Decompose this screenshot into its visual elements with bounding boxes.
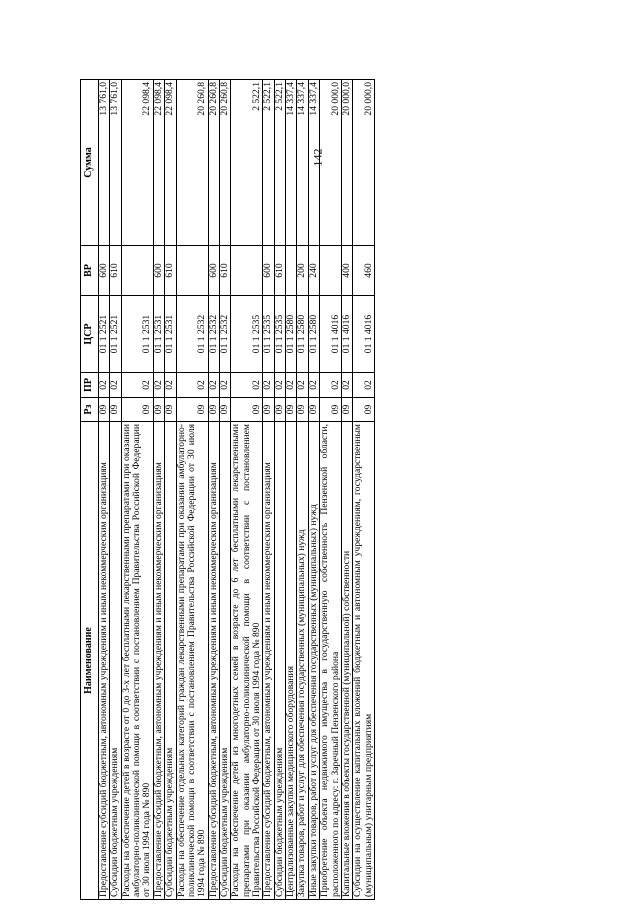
table-row <box>341 80 352 900</box>
cell-pr: 02 <box>286 373 297 398</box>
cell-csr: 01 1 2580 <box>308 296 319 373</box>
cell-pr: 02 <box>231 373 263 398</box>
cell-rz: 09 <box>219 398 230 422</box>
cell-sum: 2 522,1 <box>263 80 274 246</box>
table-row <box>297 80 308 900</box>
cell-pr: 02 <box>110 373 121 398</box>
cell-sum: 2 522,1 <box>231 80 263 246</box>
cell-name: Предоставление субсидий бюджетным, автономным учреждениям и иным некоммерческим организациям <box>208 422 219 900</box>
cell-pr: 02 <box>353 373 375 398</box>
cell-csr: 01 1 4016 <box>320 296 342 373</box>
cell-rz: 09 <box>341 398 352 422</box>
cell-name: Иные закупки товаров, работ и услуг для обеспечения государственных (муниципальных) нужд <box>308 422 319 900</box>
cell-vr: 610 <box>110 246 121 296</box>
cell-csr: 01 1 2535 <box>274 296 285 373</box>
table-rotation-wrapper <box>80 80 570 900</box>
cell-rz: 09 <box>110 398 121 422</box>
cell-vr: 600 <box>153 246 164 296</box>
table-header-row <box>81 80 99 900</box>
cell-csr: 01 1 2521 <box>110 296 121 373</box>
table-row <box>231 80 263 900</box>
cell-sum: 22 098,4 <box>153 80 164 246</box>
cell-rz: 09 <box>263 398 274 422</box>
cell-rz: 09 <box>121 398 153 422</box>
cell-vr: 600 <box>99 246 110 296</box>
cell-csr: 01 1 4016 <box>353 296 375 373</box>
cell-name: Расходы на обеспечение детей в возрасте от 0 до 3-х лет бесплатными лекарственными препаратами при оказании амбулаторно-поликлинической помощи в соответствии с постановлением Правительства Российской Федерации от 30 июля 1994 года № 890 <box>121 422 153 900</box>
cell-sum: 13 761,0 <box>99 80 110 246</box>
cell-csr: 01 1 2580 <box>286 296 297 373</box>
cell-pr: 02 <box>176 373 208 398</box>
cell-sum: 20 000,0 <box>320 80 342 246</box>
cell-name: Субсидии бюджетным учреждениям <box>165 422 176 900</box>
table-row <box>165 80 176 900</box>
cell-vr: 610 <box>219 246 230 296</box>
cell-rz: 09 <box>153 398 164 422</box>
budget-table <box>80 79 375 900</box>
cell-sum: 13 761,0 <box>110 80 121 246</box>
cell-pr: 02 <box>121 373 153 398</box>
cell-vr: 200 <box>297 246 308 296</box>
cell-vr: 600 <box>208 246 219 296</box>
cell-name: Расходы на обеспечение детей из многодетных семей в возрасте до 6 лет бесплатными лекарственными препаратами при оказании амбулаторно-поликлинической помощи в соответствии с постановлением Правительства Российской Федерации от 30 июля 1994 года № 890 <box>231 422 263 900</box>
cell-name: Субсидии на осуществление капитальных вложений бюджетным и автономным учреждениям, государственным (муниципальным) унитарным предприятиям <box>353 422 375 900</box>
cell-pr: 02 <box>274 373 285 398</box>
header-name: Наименование <box>81 422 99 900</box>
cell-rz: 09 <box>208 398 219 422</box>
cell-vr: 460 <box>353 246 375 296</box>
cell-rz: 09 <box>320 398 342 422</box>
cell-csr: 01 1 2580 <box>297 296 308 373</box>
cell-csr: 01 1 2535 <box>263 296 274 373</box>
cell-pr: 02 <box>320 373 342 398</box>
cell-name: Закупка товаров, работ и услуг для обеспечения государственных (муниципальных) нужд <box>297 422 308 900</box>
cell-pr: 02 <box>297 373 308 398</box>
table-row <box>263 80 274 900</box>
cell-pr: 02 <box>263 373 274 398</box>
table-row <box>274 80 285 900</box>
rotated-page-frame <box>80 80 570 900</box>
cell-pr: 02 <box>308 373 319 398</box>
cell-vr <box>320 246 342 296</box>
cell-vr: 600 <box>263 246 274 296</box>
cell-rz: 09 <box>176 398 208 422</box>
cell-rz: 09 <box>353 398 375 422</box>
cell-sum: 2 522,1 <box>274 80 285 246</box>
table-row <box>308 80 319 900</box>
cell-sum: 14 337,4 <box>308 80 319 246</box>
cell-csr: 01 1 2531 <box>121 296 153 373</box>
cell-pr: 02 <box>153 373 164 398</box>
cell-sum: 14 337,4 <box>297 80 308 246</box>
cell-rz: 09 <box>297 398 308 422</box>
cell-pr: 02 <box>208 373 219 398</box>
cell-vr: 610 <box>274 246 285 296</box>
cell-name: Субсидии бюджетным учреждениям <box>219 422 230 900</box>
cell-csr: 01 1 2532 <box>219 296 230 373</box>
cell-rz: 09 <box>308 398 319 422</box>
cell-name: Приобретение объекта недвижимого имущества в государственную собственность Пензенской области, расположенного по адресу: г. Заречный Пензенского района <box>320 422 342 900</box>
cell-vr <box>121 246 153 296</box>
table-row <box>99 80 110 900</box>
cell-rz: 09 <box>274 398 285 422</box>
cell-sum: 20 000,0 <box>341 80 352 246</box>
cell-pr: 02 <box>341 373 352 398</box>
table-row <box>121 80 153 900</box>
cell-rz: 09 <box>99 398 110 422</box>
header-rz: Рз <box>81 398 99 422</box>
table-row <box>153 80 164 900</box>
cell-name: Субсидии бюджетным учреждениям <box>274 422 285 900</box>
cell-pr: 02 <box>219 373 230 398</box>
header-csr: ЦСР <box>81 296 99 373</box>
cell-name: Предоставление субсидий бюджетным, автономным учреждениям и иным некоммерческим организациям <box>99 422 110 900</box>
cell-rz: 09 <box>286 398 297 422</box>
cell-sum: 20 000,0 <box>353 80 375 246</box>
cell-name: Субсидии бюджетным учреждениям <box>110 422 121 900</box>
table-row <box>110 80 121 900</box>
page-number: 142 <box>310 148 325 167</box>
cell-vr <box>176 246 208 296</box>
header-pr: ПР <box>81 373 99 398</box>
cell-vr: 610 <box>165 246 176 296</box>
cell-csr: 01 1 2532 <box>176 296 208 373</box>
cell-pr: 02 <box>99 373 110 398</box>
table-row <box>219 80 230 900</box>
cell-csr: 01 1 2531 <box>165 296 176 373</box>
cell-csr: 01 1 2521 <box>99 296 110 373</box>
cell-rz: 09 <box>165 398 176 422</box>
cell-name: Капитальные вложения в объекты государственной (муниципальной) собственности <box>341 422 352 900</box>
cell-vr <box>286 246 297 296</box>
cell-vr: 400 <box>341 246 352 296</box>
header-vr: ВР <box>81 246 99 296</box>
cell-sum: 20 260,8 <box>208 80 219 246</box>
cell-sum: 22 098,4 <box>121 80 153 246</box>
cell-name: Расходы на обеспечение отдельных категорий граждан лекарственными препаратами при оказании амбулаторно-поликлинической помощи в соответствии с постановлением Правительства Российской Федерации от 30 июля 1994 года № 890 <box>176 422 208 900</box>
table-row <box>320 80 342 900</box>
cell-name: Предоставление субсидий бюджетным, автономным учреждениям и иным некоммерческим организациям <box>153 422 164 900</box>
header-sum: Сумма <box>81 80 99 246</box>
cell-sum: 22 098,4 <box>165 80 176 246</box>
cell-csr: 01 1 2531 <box>153 296 164 373</box>
cell-sum: 20 260,8 <box>176 80 208 246</box>
table-body <box>99 80 375 900</box>
cell-name: Централизованные закупки медицинского оборудования <box>286 422 297 900</box>
cell-csr: 01 1 2532 <box>208 296 219 373</box>
cell-csr: 01 1 2535 <box>231 296 263 373</box>
cell-vr: 240 <box>308 246 319 296</box>
cell-pr: 02 <box>165 373 176 398</box>
cell-sum: 20 260,8 <box>219 80 230 246</box>
table-row <box>286 80 297 900</box>
cell-rz: 09 <box>231 398 263 422</box>
table-row <box>208 80 219 900</box>
table-row <box>176 80 208 900</box>
cell-csr: 01 1 4016 <box>341 296 352 373</box>
table-row <box>353 80 375 900</box>
cell-vr <box>231 246 263 296</box>
cell-sum: 14 337,4 <box>286 80 297 246</box>
cell-name: Предоставление субсидий бюджетным, автономным учреждениям и иным некоммерческим организациям <box>263 422 274 900</box>
